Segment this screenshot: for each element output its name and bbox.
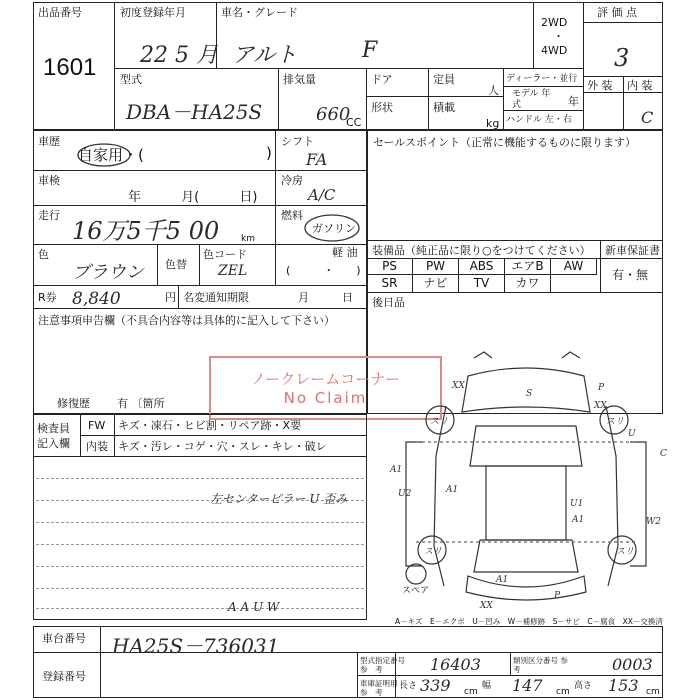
- equipment-item: カワ: [505, 275, 551, 292]
- drive-2wd: 2WD: [541, 16, 568, 29]
- damage-mark: P: [598, 383, 605, 393]
- fuel-gas: ガソリン: [312, 222, 356, 235]
- inspector-label-2: 記入欄: [37, 437, 70, 450]
- history-label: 車歴: [38, 135, 60, 148]
- fuel-other: ( ・ ): [286, 264, 361, 277]
- damage-mark: スリ: [606, 417, 625, 427]
- divider: [275, 170, 367, 171]
- damage-mark: XX: [480, 601, 493, 611]
- damage-mark: XX: [452, 381, 465, 391]
- fuel-diesel: 軽 油: [332, 246, 358, 259]
- divider: [503, 68, 504, 130]
- divider: [428, 68, 429, 130]
- cert-label: 車庫証明用 参 考: [360, 679, 398, 697]
- width-label: 幅: [482, 681, 492, 691]
- doors-label: ドア: [371, 73, 393, 86]
- sales-point-label: セールスポイント（正常に機能するものに限ります）: [373, 136, 637, 149]
- lot-number: 1601: [43, 54, 97, 81]
- damage-mark: A1: [572, 515, 585, 525]
- height-value: 153: [608, 676, 639, 695]
- height-label: 高さ: [574, 681, 593, 691]
- damage-legend: A－キズ E－エクボ U－凹み W－補修跡 S－サビ C－腐食 XX－交換済: [395, 617, 663, 626]
- inspector-label-1: 検査員: [37, 422, 70, 435]
- shift-value: FA: [306, 150, 328, 169]
- note-line: [36, 478, 364, 479]
- equipment-item: PS: [367, 258, 413, 275]
- divider: [199, 244, 200, 285]
- mileage-value: 16万5千5 00: [72, 217, 220, 245]
- load-label: 積載: [433, 101, 455, 114]
- lot-number-label: 出品番号: [38, 6, 82, 19]
- class-value: 0003: [612, 655, 653, 674]
- shift-label: シフト: [281, 135, 314, 148]
- damage-mark: A1: [496, 575, 509, 585]
- spare-label: スペア: [402, 586, 430, 596]
- rating-value: 3: [614, 44, 630, 72]
- registration-label: 登録番号: [42, 670, 86, 683]
- model-value: DBA－HA25S: [126, 100, 263, 124]
- divider: [367, 258, 368, 292]
- rating-label: 評 価 点: [597, 6, 637, 19]
- name-grade-label: 車名・グレード: [221, 6, 298, 19]
- damage-mark: スリ: [616, 547, 635, 557]
- handwritten-note-2: A A U W: [228, 600, 280, 614]
- recycle-value: 8,840: [72, 289, 121, 309]
- interior-check-text: キズ・汚レ・コゲ・穴・スレ・キレ・破レ: [118, 440, 327, 453]
- capacity-unit: 人: [488, 84, 499, 97]
- divider: [366, 68, 367, 130]
- exterior-label: 外 装: [587, 79, 613, 92]
- damage-mark: U: [628, 429, 636, 439]
- divider: [157, 244, 158, 285]
- rear-window-outline: [474, 540, 578, 572]
- width-unit: cm: [556, 687, 570, 697]
- divider: [583, 22, 663, 23]
- divider: [503, 86, 583, 87]
- divider: [510, 652, 511, 675]
- history-value: 自家用・(: [78, 146, 144, 164]
- note-line: [36, 544, 364, 545]
- divider: [600, 240, 601, 292]
- length-unit: cm: [464, 687, 478, 697]
- type-spec-value: 16403: [430, 655, 481, 674]
- divider: [275, 205, 367, 206]
- divider: [33, 205, 275, 206]
- year-unit: 年: [568, 95, 579, 108]
- note-line: [36, 522, 364, 523]
- ac-value: A/C: [308, 186, 336, 204]
- left-door-panel: [406, 442, 422, 566]
- displacement-label: 排気量: [283, 73, 316, 86]
- damage-mark: U2: [398, 489, 412, 499]
- color-change-label: 色替: [165, 258, 187, 271]
- load-unit: kg: [486, 117, 500, 130]
- recycle-unit: 円: [165, 291, 176, 304]
- damage-mark: C: [660, 449, 667, 459]
- first-registration-label: 初度登録年月: [120, 6, 186, 19]
- equipment-item: ABS: [459, 258, 505, 275]
- warranty-value: 有・無: [612, 268, 649, 282]
- rear-bumper-outline: [466, 576, 586, 600]
- shape-label: 形状: [371, 101, 393, 114]
- divider: [33, 456, 367, 457]
- divider: [80, 435, 367, 436]
- divider: [33, 170, 275, 171]
- displacement-unit: CC: [346, 116, 362, 129]
- history-circle-mark: [74, 139, 134, 169]
- transfer-deadline-label: 名変通知期限: [183, 291, 249, 304]
- spare-tire: [406, 564, 426, 584]
- car-damage-diagram: [376, 346, 676, 614]
- displacement-value: 660: [316, 104, 351, 125]
- height-unit: cm: [646, 687, 660, 697]
- divider: [623, 76, 624, 130]
- drive-dot: ・: [553, 30, 564, 43]
- equipment-grid: [367, 258, 600, 292]
- damage-mark: W2: [646, 517, 661, 527]
- fw-text: キズ・凍石・ヒビ割・リペア跡・X要: [118, 419, 302, 432]
- width-value: 147: [512, 676, 543, 695]
- length-label: 長さ: [399, 681, 418, 691]
- equipment-label: 装備品（純正品に限り○をつけてください）: [372, 244, 591, 257]
- dealer-label: ディーラー・並行: [506, 74, 578, 84]
- color-code-label: 色コード: [203, 248, 247, 261]
- length-value: 339: [420, 676, 451, 695]
- mileage-unit: km: [241, 234, 255, 244]
- damage-mark: スリ: [430, 417, 449, 427]
- class-label: 類別区分番号 参 考: [513, 656, 576, 674]
- damage-mark: スリ: [424, 547, 443, 557]
- notes-label: 注意事項申告欄（不具合内容等は具体的に記入して下さい）: [38, 314, 335, 327]
- model-label: 型式: [120, 73, 142, 86]
- drive-4wd: 4WD: [541, 44, 568, 57]
- transfer-deadline-value: 月 日: [298, 291, 353, 304]
- warranty-label: 新車保証書: [605, 244, 660, 257]
- damage-mark: U1: [570, 499, 584, 509]
- inspection-label: 車検: [38, 174, 60, 187]
- fw-label: FW: [88, 419, 106, 432]
- chassis-label: 車台番号: [42, 632, 86, 645]
- ac-label: 冷房: [281, 174, 303, 187]
- damage-mark: XX: [594, 401, 607, 411]
- damage-mark: A1: [446, 485, 459, 495]
- equipment-item: エアB: [505, 258, 551, 275]
- divider: [275, 130, 276, 285]
- interior-value: C: [641, 108, 654, 127]
- divider: [278, 68, 279, 130]
- interior-label: 内 装: [627, 79, 653, 92]
- recycle-label: R券: [38, 291, 57, 304]
- damage-mark: S: [526, 389, 533, 399]
- note-line: [36, 608, 364, 609]
- chassis-value: HA25S－736031: [112, 634, 280, 658]
- mirror-right: [562, 352, 580, 358]
- type-spec-label: 型式指定番号 参 考: [360, 656, 405, 674]
- note-line: [36, 588, 364, 589]
- interior-check-label: 内装: [86, 440, 108, 453]
- fuel-circle-mark: [302, 210, 362, 244]
- grade-value: F: [362, 38, 378, 63]
- steering-label: ハンドル 左・右: [506, 115, 572, 125]
- model-year-label: モデル 年式: [512, 89, 551, 110]
- equipment-item: TV: [459, 275, 505, 292]
- divider: [366, 96, 503, 97]
- first-registration-value: 22 5 月: [140, 43, 218, 68]
- damage-mark: P: [554, 591, 561, 601]
- divider: [367, 240, 663, 241]
- roof-outline: [486, 466, 566, 540]
- equipment-item: SR: [367, 275, 413, 292]
- capacity-label: 定員: [433, 73, 455, 86]
- divider: [178, 285, 179, 308]
- equipment-item: AW: [551, 258, 597, 275]
- color-code-value: ZEL: [218, 263, 248, 279]
- car-name-value: アルト: [232, 43, 298, 68]
- note-line: [36, 566, 364, 567]
- post-delivery-label: 後日品: [372, 296, 405, 309]
- repair-history-label: 修復歴: [57, 397, 90, 410]
- mileage-label: 走行: [38, 209, 60, 222]
- damage-mark: A1: [390, 465, 403, 475]
- equipment-item: PW: [413, 258, 459, 275]
- inspection-value: 年 月( 日): [128, 190, 258, 205]
- fuel-label: 燃料: [281, 209, 303, 222]
- history-close: ): [266, 144, 272, 162]
- divider: [533, 2, 534, 68]
- windshield-outline: [470, 426, 582, 466]
- handwritten-note: 左センターピラー U 歪み: [210, 492, 348, 506]
- divider: [114, 2, 115, 130]
- divider: [367, 292, 663, 293]
- no-claim-jp: ノークレームコーナー: [250, 370, 401, 388]
- color-label: 色: [38, 248, 49, 261]
- no-claim-en: No Claim: [283, 389, 368, 407]
- divider: [33, 285, 367, 286]
- equipment-item: ナビ: [413, 275, 459, 292]
- repair-history-value: 有 〔箇所: [117, 397, 165, 410]
- color-value: ブラウン: [72, 262, 144, 283]
- divider: [100, 626, 101, 698]
- mirror-left: [474, 352, 492, 358]
